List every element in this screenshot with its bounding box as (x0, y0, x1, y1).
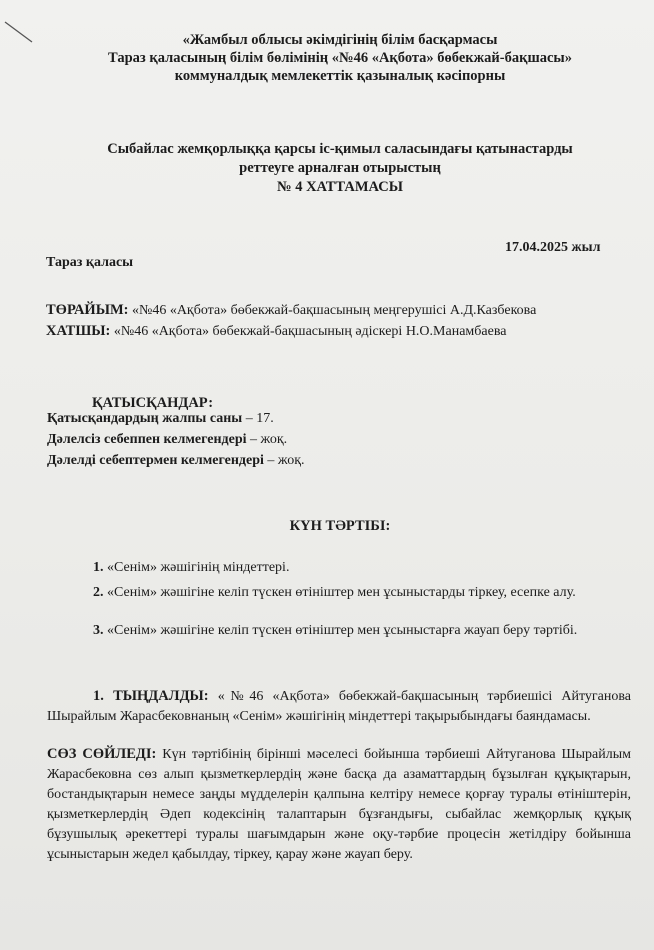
chair-line (46, 302, 536, 319)
document-city: Тараз қаласы (46, 255, 134, 270)
agenda-item-3-text: «Сенім» жәшігіне келіп түскен өтініштер мен ұсыныстарға жауап беру тәртібі. (103, 623, 578, 638)
pen-mark (2, 18, 36, 46)
heard-section (47, 686, 631, 727)
agenda-item-1-number: 1. (93, 560, 104, 575)
title-line-1: Сыбайлас жемқорлыққа қарсы іс-қимыл саласындағы қатынастарды (107, 141, 573, 157)
attendance-excused-value: – жоқ. (263, 453, 305, 468)
agenda-item-3 (47, 621, 631, 642)
title-line-2: реттеуге арналған отырыстың (239, 160, 441, 176)
header-line-2: Тараз қаласының білім бөлімінің «№46 «Ақбота» бөбекжай-бақшасы» (108, 50, 572, 66)
attendance-heading: ҚАТЫСҚАНДАР: (92, 395, 214, 411)
organization-header (40, 31, 640, 85)
attendance-excused-label: Дәлелді себептермен келмегендері (47, 453, 264, 468)
chair-label: ТӨРАЙЫМ: (46, 302, 129, 318)
speech-text: Күн тәртібінің бірінші мәселесі бойынша тәрбиеші Айтуганова Шырайлым Жарасбековна сөз алып қызметкерлердің және басқа да азаматтардың бұзылған құқықтарын, бостандықтарын немесе заңды мүдделерін қалпына келтіру немесе қорғау туралы өтініштерін, қызметкерлердің Әдеп кодексінің талаптарын бұзғандығы, сыбайлас жемқорлық құқық бұзушылық әрекеттері туралы шағымдарын және оқу-тәрбие процесін жетілдіру бойынша ұсыныстарын жедел қабылдау, тіркеу, қарау және жауап беру. (47, 747, 632, 862)
heard-text: «№46 «Ақбота» бөбекжай-бақшасының тәрбиешісі Айтуганова Шырайлым Жарасбековнаның «Сенім» жәшігінің міндеттері тақырыбындағы баяндамасы. (47, 689, 632, 724)
attendance-total-value: – 17. (242, 411, 274, 426)
agenda-item-1-text: «Сенім» жәшігінің міндеттері. (103, 560, 290, 575)
chair-text: «№46 «Ақбота» бөбекжай-бақшасының меңгерушісі А.Д.Казбекова (128, 303, 537, 318)
secretary-label: ХАТШЫ: (46, 323, 111, 339)
agenda-item-3-number: 3. (93, 623, 104, 638)
secretary-text: «№46 «Ақбота» бөбекжай-бақшасының әдіскері Н.О.Манамбаева (110, 324, 507, 339)
document-date: 17.04.2025 жыл (505, 240, 601, 255)
attendance-total-label: Қатысқандардың жалпы саны (47, 411, 243, 426)
attendance-total (47, 411, 274, 427)
agenda-item-1 (47, 558, 631, 579)
header-line-1: «Жамбыл облысы әкімдігінің білім басқармасы (182, 32, 498, 48)
header-line-3: коммуналдық мемлекеттік қазыналық кәсіпорны (174, 68, 506, 84)
agenda-item-2 (47, 583, 631, 604)
document-title (40, 140, 640, 197)
title-line-3: № 4 ХАТТАМАСЫ (277, 179, 403, 195)
attendance-excused (47, 453, 305, 469)
speech-label: СӨЗ СӨЙЛЕДІ: (47, 746, 157, 762)
secretary-line (46, 323, 506, 340)
attendance-unexcused-value: – жоқ. (246, 432, 288, 447)
attendance-unexcused-label: Дәлелсіз себеппен келмегендері (47, 432, 247, 447)
agenda-heading: КҮН ТӘРТІБІ: (289, 518, 391, 534)
heard-label: 1. ТЫҢДАЛДЫ: (93, 688, 209, 704)
agenda-item-2-text: «Сенім» жәшігіне келіп түскен өтініштер мен ұсыныстарды тіркеу, есепке алу. (103, 585, 576, 600)
attendance-unexcused (47, 432, 287, 448)
speech-section (47, 744, 631, 865)
agenda-item-2-number: 2. (93, 585, 104, 600)
